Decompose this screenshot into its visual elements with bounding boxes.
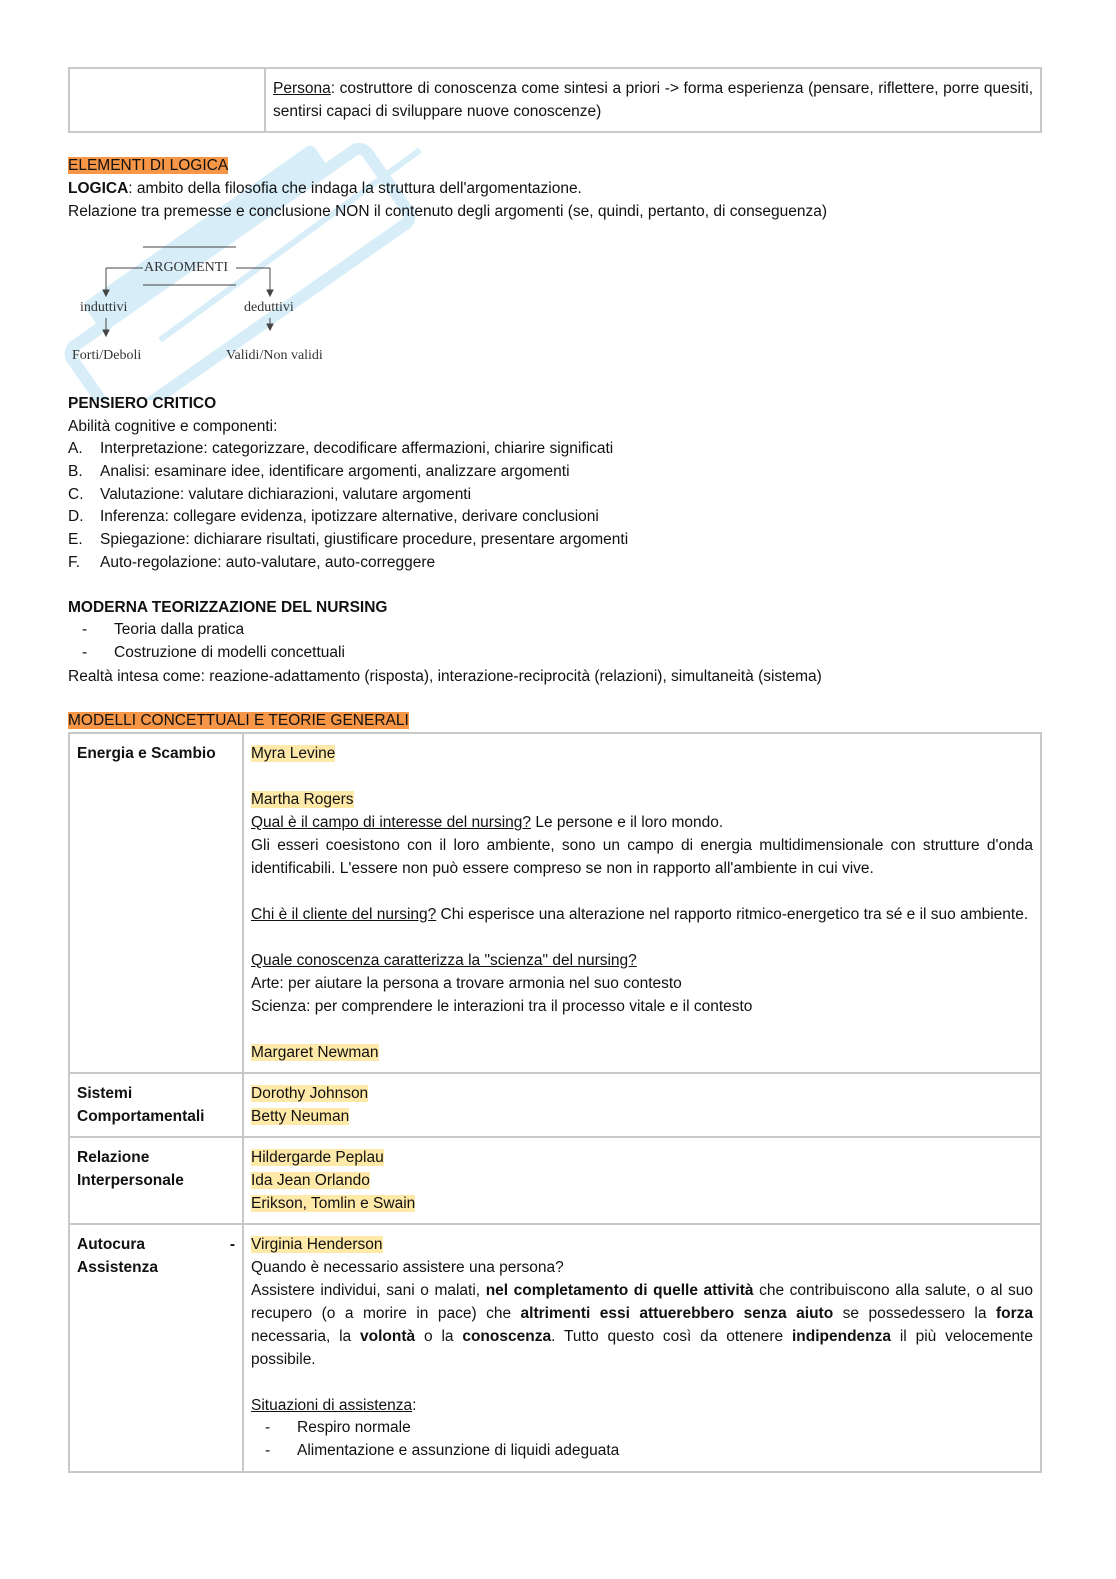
relazione-cell: Hildergarde Peplau Ida Jean Orlando Erikson, Tomlin e Swain [243, 1137, 1041, 1224]
pensiero-intro: Abilità cognitive e componenti: [68, 418, 278, 435]
autocura-cell: Virginia Henderson Quando è necessario assistere una persona? Assistere individui, sani o malati, nel completamento di quelle attività che contribuiscono alla salute, o al suo recupero (o a morire in pace) che altrimenti essi attuerebbero senza aiuto se possedessero la forza necessaria, la volontà o la conoscenza. Tutto questo così da ottenere indipendenza il più velocemente possibile. Situazioni di assistenza: - Respiro normale - Alimentazione e assunzione di liquidi adeguata [243, 1224, 1041, 1472]
persona-text: : costruttore di conoscenza come sintesi a priori -> forma esperienza (pensare, riflettere, porre quesiti, sentirsi capaci di sviluppare nuove conoscenze) [273, 80, 1033, 120]
persona-label: Persona [273, 80, 331, 97]
diagram-right: deduttivi [244, 300, 294, 315]
list-item: E. Spiegazione: dichiarare risultati, giustificare procedure, presentare argomenti [68, 531, 629, 549]
empty-cell [69, 68, 265, 132]
modelli-heading: MODELLI CONCETTUALI E TEORIE GENERALI [68, 712, 409, 729]
relazione-label: Relazione Interpersonale [69, 1137, 243, 1224]
logica-def-label: LOGICA [68, 180, 129, 197]
argomenti-diagram [68, 240, 368, 385]
list-item: - Respiro normale [265, 1419, 411, 1436]
moderna-list [68, 619, 1042, 665]
table-row [69, 733, 1041, 1073]
diagram-left: induttivi [80, 300, 128, 315]
energia-label: Energia e Scambio [69, 733, 243, 1073]
list-item: A. Interpretazione: categorizzare, decodificare affermazioni, chiarire significati [68, 440, 614, 457]
diagram-root: ARGOMENTI [144, 260, 228, 275]
table-row [69, 1073, 1041, 1137]
table-row [69, 1224, 1041, 1472]
list-item: - Alimentazione e assunzione di liquidi adeguata [265, 1441, 620, 1459]
persona-cell [265, 68, 1041, 132]
logica-relation: Relazione tra premesse e conclusione NON il contenuto degli argomenti (se, quindi, pertanto, di conseguenza) [68, 203, 828, 220]
list-item: C. Valutazione: valutare dichiarazioni, valutare argomenti [68, 485, 472, 503]
moderna-realta: Realtà intesa come: reazione-adattamento (risposta), interazione-reciprocità (relazioni), simultaneità (sistema) [68, 667, 822, 685]
modelli-section [68, 709, 1042, 1473]
list-item: D. Inferenza: collegare evidenza, ipotizzare alternative, derivare conclusioni [68, 508, 599, 526]
pensiero-section [68, 392, 1042, 575]
pensiero-list [68, 438, 1042, 575]
top-table [68, 67, 1042, 133]
logica-def-text: : ambito della filosofia che indaga la struttura dell'argomentazione. [128, 180, 582, 197]
autocura-label: Autocura - Assistenza [69, 1224, 243, 1472]
table-row [69, 1137, 1041, 1224]
moderna-section [68, 596, 1042, 688]
situazioni-list [251, 1417, 1033, 1463]
diagram-right-result: Validi/Non validi [226, 348, 323, 363]
modelli-table [68, 732, 1042, 1473]
energia-cell: Myra Levine Martha Rogers Qual è il campo di interesse del nursing? Le persone e il loro mondo. Gli esseri coesistono con il loro ambiente, sono un campo di energia multidimensionale con strutture d'onda identificabili. L'essere non può essere compreso se non in rapporto all'ambiente in cui vive. Chi è il cliente del nursing? Chi esperisce una alterazione nel rapporto ritmico-energetico tra sé e il suo ambiente. Quale conoscenza caratterizza la "scienza" del nursing? Arte: per aiutare la persona a trovare armonia nel suo contesto Scienza: per comprendere le interazioni tra il processo vitale e il contesto Margaret Newman [243, 733, 1041, 1073]
moderna-heading: MODERNA TEORIZZAZIONE DEL NURSING [68, 599, 388, 616]
sistemi-label: Sistemi Comportamentali [69, 1073, 243, 1137]
list-item: F. Auto-regolazione: auto-valutare, auto-correggere [68, 553, 436, 571]
sistemi-cell: Dorothy Johnson Betty Neuman [243, 1073, 1041, 1137]
pensiero-heading: PENSIERO CRITICO [68, 395, 217, 412]
diagram-left-result: Forti/Deboli [72, 348, 142, 363]
logica-heading: ELEMENTI DI LOGICA [68, 157, 229, 174]
logica-section [68, 154, 1042, 223]
list-item: B. Analisi: esaminare idee, identificare argomenti, analizzare argomenti [68, 462, 570, 480]
list-item: - Costruzione di modelli concettuali [82, 643, 345, 661]
list-item: - Teoria dalla pratica [82, 621, 245, 638]
